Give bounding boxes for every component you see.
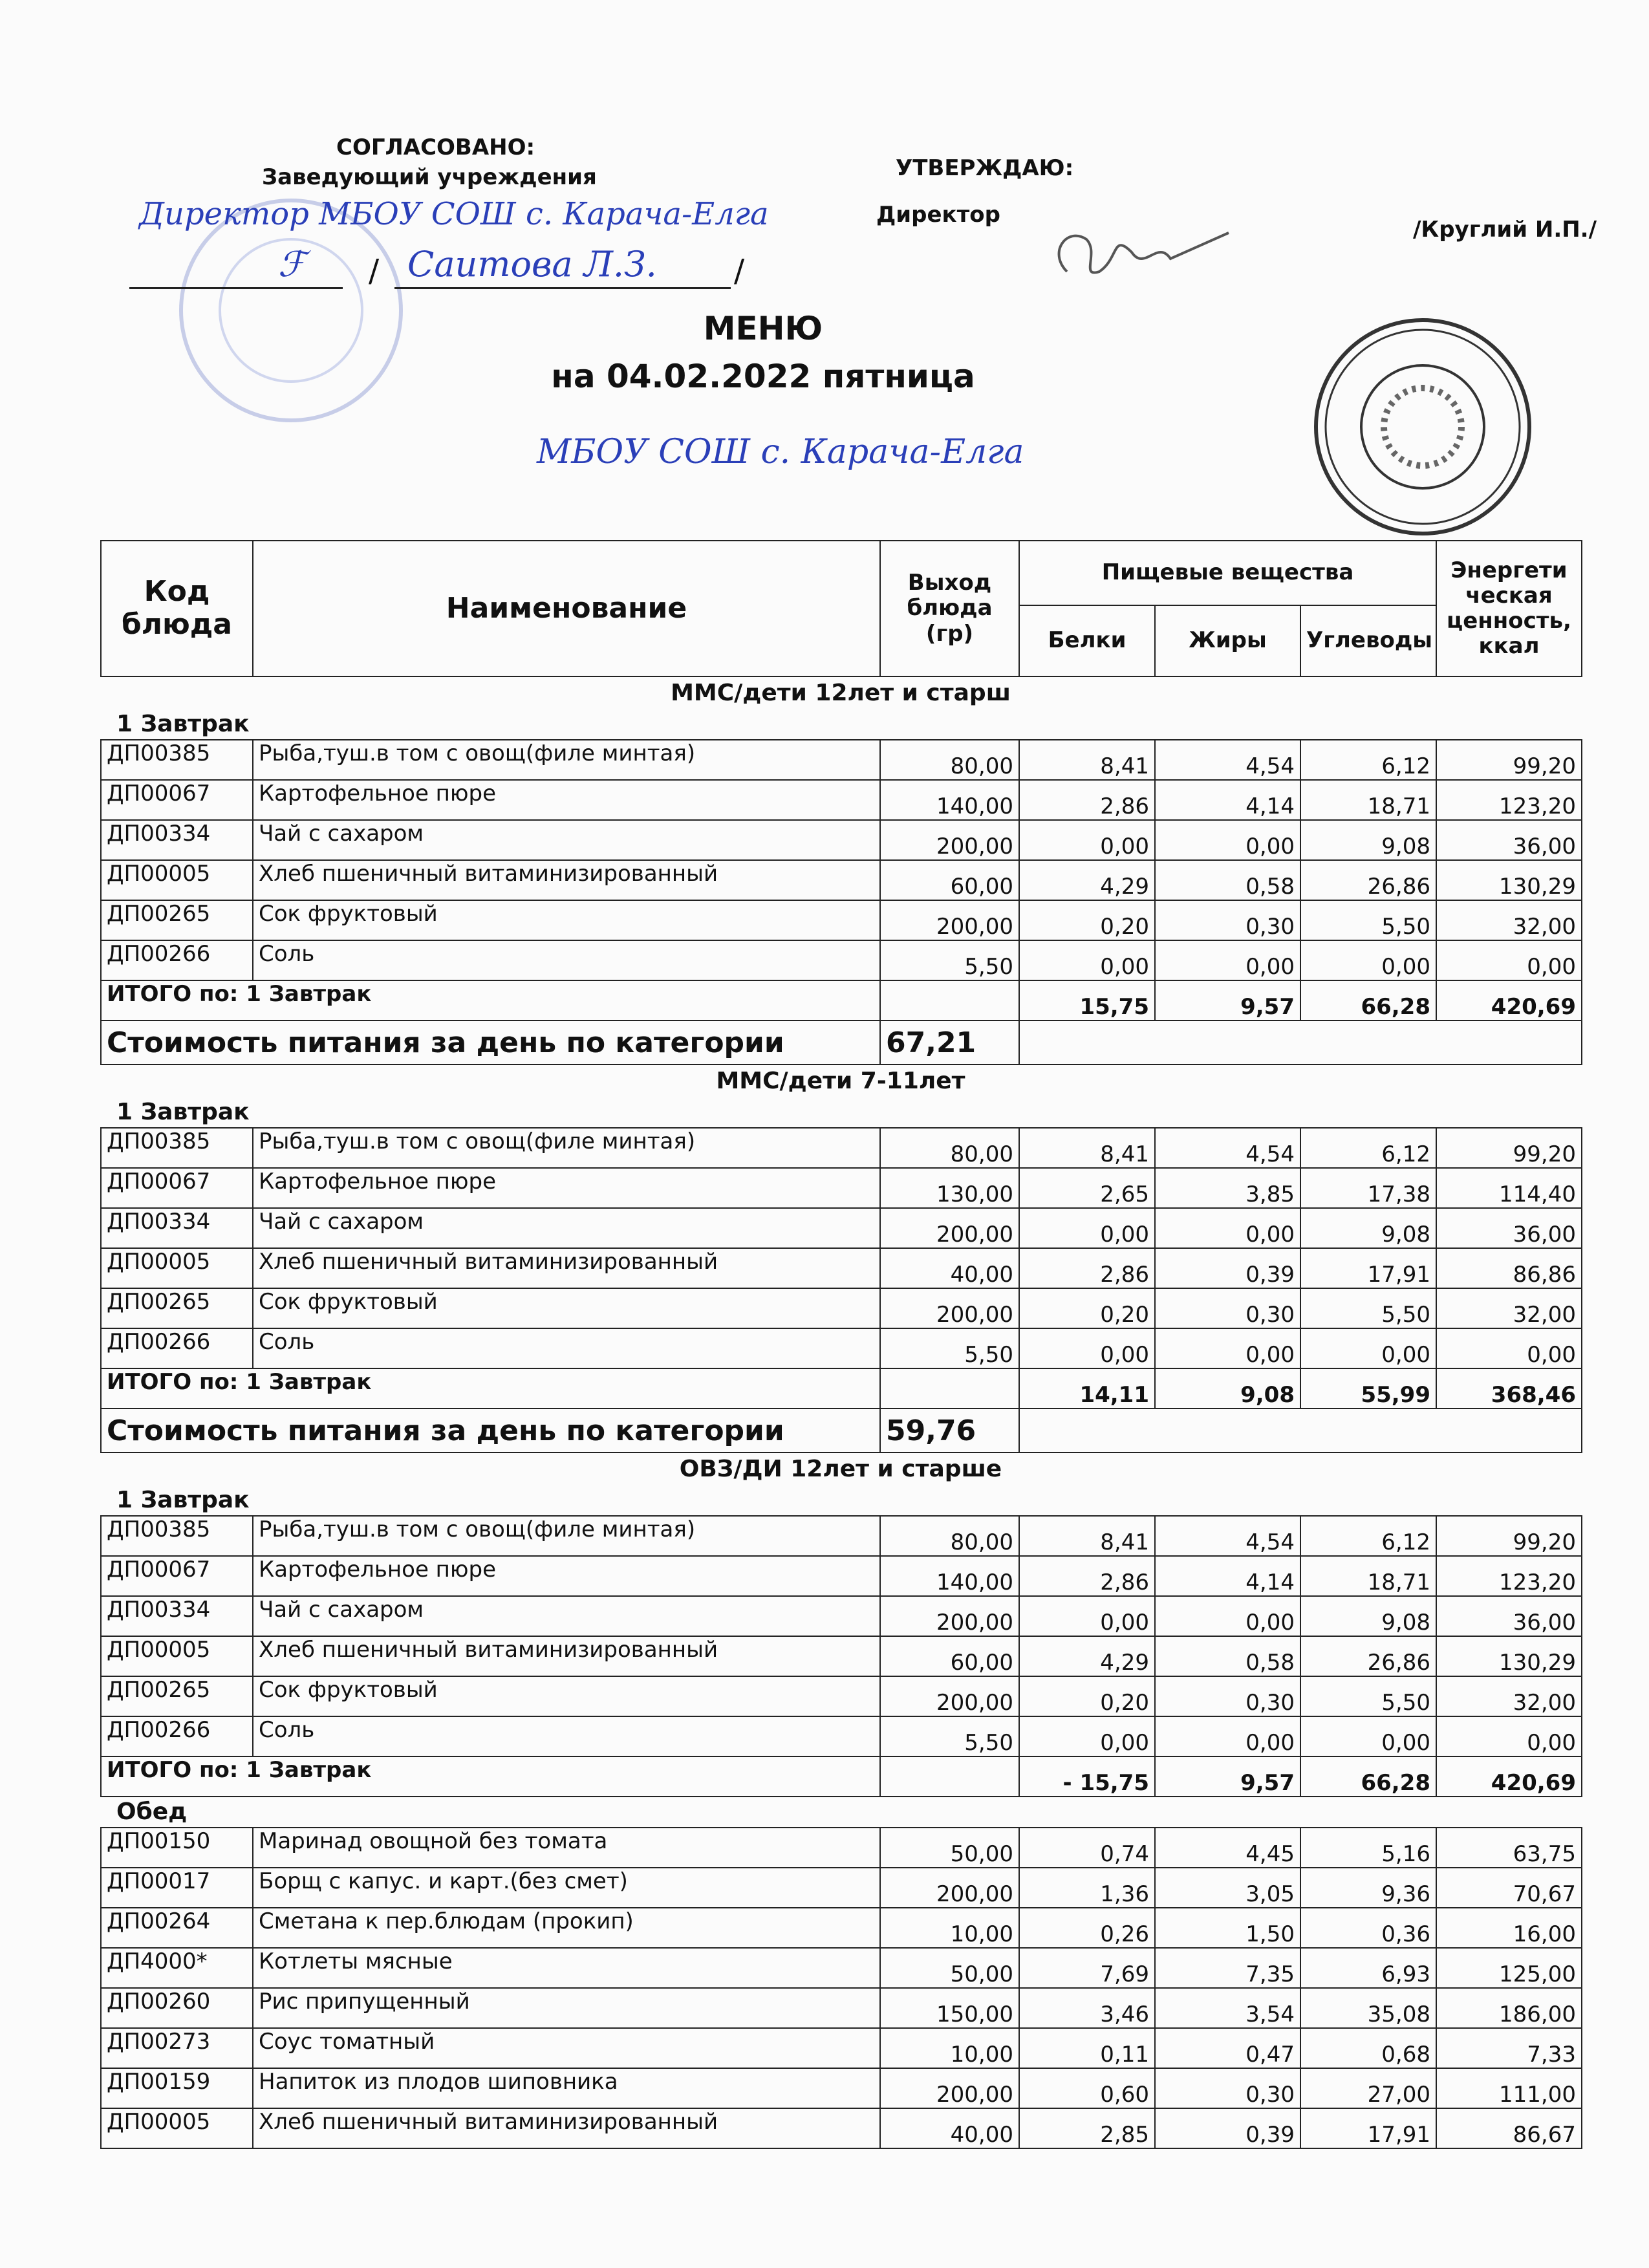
carbs-value: 27,00: [1300, 2068, 1436, 2108]
dish-code: ДП00005: [101, 1248, 253, 1288]
fat-value: 0,30: [1155, 1288, 1300, 1328]
col-fat: Жиры: [1155, 605, 1300, 676]
total-row: [101, 1756, 1582, 1797]
energy-value: 99,20: [1436, 1516, 1582, 1556]
protein-value: 0,00: [1019, 820, 1155, 860]
meal-table: [100, 1127, 1582, 1453]
energy-value: 114,40: [1436, 1168, 1582, 1208]
dish-yield: 140,00: [880, 780, 1019, 820]
dish-code: ДП00273: [101, 2028, 253, 2068]
col-code: Код блюда: [101, 541, 253, 676]
protein-value: 0,26: [1019, 1908, 1155, 1948]
protein-value: 8,41: [1019, 1516, 1155, 1556]
fat-value: 7,35: [1155, 1948, 1300, 1988]
dish-name: Рыба,туш.в том с овощ(филе минтая): [253, 1128, 880, 1168]
dish-code: ДП00005: [101, 860, 253, 900]
dish-yield: 80,00: [880, 1128, 1019, 1168]
carbs-value: 9,08: [1300, 1596, 1436, 1636]
dish-name: Котлеты мясные: [253, 1948, 880, 1988]
table-row: [101, 940, 1582, 980]
energy-value: 86,67: [1436, 2108, 1582, 2148]
protein-value: 0,74: [1019, 1828, 1155, 1868]
energy-value: 32,00: [1436, 1288, 1582, 1328]
fat-value: 0,00: [1155, 1208, 1300, 1248]
carbs-value: 0,00: [1300, 1328, 1436, 1368]
fat-value: 0,30: [1155, 2068, 1300, 2108]
approve-label: УТВЕРЖДАЮ:: [896, 155, 1074, 181]
table-row: [101, 1208, 1582, 1248]
dish-yield: 5,50: [880, 940, 1019, 980]
energy-value: 130,29: [1436, 1636, 1582, 1676]
slash: /: [369, 253, 380, 289]
table-row: [101, 900, 1582, 940]
dish-name: Рыба,туш.в том с овощ(филе минтая): [253, 740, 880, 780]
fat-value: 0,00: [1155, 940, 1300, 980]
dish-yield: 5,50: [880, 1328, 1019, 1368]
fat-value: 4,45: [1155, 1828, 1300, 1868]
dish-name: Рис припущенный: [253, 1988, 880, 2028]
cost-row: [101, 1021, 1582, 1064]
cost-value: 67,21: [880, 1021, 1019, 1064]
table-row: [101, 1516, 1582, 1556]
energy-value: 86,86: [1436, 1248, 1582, 1288]
energy-value: 36,00: [1436, 1208, 1582, 1248]
dish-name: Сок фруктовый: [253, 1676, 880, 1716]
protein-value: 0,00: [1019, 940, 1155, 980]
dish-name: Хлеб пшеничный витаминизированный: [253, 1636, 880, 1676]
energy-value: 36,00: [1436, 820, 1582, 860]
table-row: [101, 1596, 1582, 1636]
cost-value: 59,76: [880, 1409, 1019, 1453]
menu-table-area: [100, 540, 1581, 2149]
protein-value: 1,36: [1019, 1868, 1155, 1908]
total-yield: [880, 980, 1019, 1021]
name-line: [394, 287, 731, 289]
energy-value: 123,20: [1436, 780, 1582, 820]
dish-name: Картофельное пюре: [253, 1168, 880, 1208]
protein-value: 0,20: [1019, 1676, 1155, 1716]
total-protein: 14,11: [1019, 1368, 1155, 1409]
total-protein: - 15,75: [1019, 1756, 1155, 1797]
energy-value: 7,33: [1436, 2028, 1582, 2068]
dish-yield: 200,00: [880, 1868, 1019, 1908]
protein-value: 3,46: [1019, 1988, 1155, 2028]
carbs-value: 0,68: [1300, 2028, 1436, 2068]
dish-yield: 200,00: [880, 2068, 1019, 2108]
col-nutrients: Пищевые вещества: [1019, 541, 1436, 605]
dish-name: Хлеб пшеничный витаминизированный: [253, 860, 880, 900]
table-row: [101, 1248, 1582, 1288]
total-label: ИТОГО по: 1 Завтрак: [101, 1756, 880, 1797]
cost-label: Стоимость питания за день по категории: [101, 1409, 880, 1453]
dish-name: Напиток из плодов шиповника: [253, 2068, 880, 2108]
menu-section: [100, 1065, 1581, 1453]
signature-line: [129, 287, 343, 289]
director-signature: [1041, 213, 1248, 304]
dish-code: ДП00017: [101, 1868, 253, 1908]
agreed-label: СОГЛАСОВАНО:: [336, 135, 535, 160]
dish-code: ДП00334: [101, 1208, 253, 1248]
fat-value: 0,00: [1155, 1328, 1300, 1368]
table-row: [101, 1556, 1582, 1596]
carbs-value: 18,71: [1300, 1556, 1436, 1596]
approve-role: Директор: [876, 202, 1000, 228]
energy-value: 63,75: [1436, 1828, 1582, 1868]
protein-value: 0,00: [1019, 1208, 1155, 1248]
fat-value: 0,00: [1155, 1716, 1300, 1756]
energy-value: 99,20: [1436, 1128, 1582, 1168]
dish-code: ДП00067: [101, 1556, 253, 1596]
dish-name: Соль: [253, 1328, 880, 1368]
dish-yield: 80,00: [880, 1516, 1019, 1556]
dish-code: ДП00067: [101, 780, 253, 820]
carbs-value: 9,08: [1300, 1208, 1436, 1248]
protein-value: 2,86: [1019, 1248, 1155, 1288]
dish-name: Хлеб пшеничный витаминизированный: [253, 1248, 880, 1288]
dish-yield: 150,00: [880, 1988, 1019, 2028]
dish-yield: 40,00: [880, 1248, 1019, 1288]
meal-table: [100, 739, 1582, 1065]
protein-value: 0,60: [1019, 2068, 1155, 2108]
total-fat: 9,57: [1155, 1756, 1300, 1797]
table-row: [101, 2108, 1582, 2148]
protein-value: 7,69: [1019, 1948, 1155, 1988]
total-energy: 420,69: [1436, 1756, 1582, 1797]
protein-value: 0,11: [1019, 2028, 1155, 2068]
fat-value: 0,00: [1155, 820, 1300, 860]
table-row: [101, 1828, 1582, 1868]
protein-value: 2,85: [1019, 2108, 1155, 2148]
dish-code: ДП00265: [101, 900, 253, 940]
approve-name: /Круглий И.П./: [1413, 217, 1597, 243]
carbs-value: 6,12: [1300, 1516, 1436, 1556]
fat-value: 1,50: [1155, 1908, 1300, 1948]
table-row: [101, 1988, 1582, 2028]
protein-value: 0,00: [1019, 1328, 1155, 1368]
dish-code: ДП00150: [101, 1828, 253, 1868]
energy-value: 32,00: [1436, 1676, 1582, 1716]
section-title: ММС/дети 12лет и старш: [671, 680, 1011, 706]
table-row: [101, 1288, 1582, 1328]
dish-yield: 200,00: [880, 1208, 1019, 1248]
protein-value: 2,86: [1019, 780, 1155, 820]
carbs-value: 5,50: [1300, 900, 1436, 940]
dish-code: ДП00159: [101, 2068, 253, 2108]
carbs-value: 35,08: [1300, 1988, 1436, 2028]
dish-code: ДП00385: [101, 1128, 253, 1168]
dish-name: Сок фруктовый: [253, 1288, 880, 1328]
column-header-table: [100, 540, 1582, 677]
dish-name: Хлеб пшеничный витаминизированный: [253, 2108, 880, 2148]
total-fat: 9,08: [1155, 1368, 1300, 1409]
fat-value: 3,05: [1155, 1868, 1300, 1908]
dish-yield: 50,00: [880, 1828, 1019, 1868]
dish-yield: 80,00: [880, 740, 1019, 780]
total-carbs: 66,28: [1300, 980, 1436, 1021]
carbs-value: 0,36: [1300, 1908, 1436, 1948]
dish-name: Чай с сахаром: [253, 1208, 880, 1248]
dish-name: Картофельное пюре: [253, 780, 880, 820]
section-title: ММС/дети 7-11лет: [716, 1068, 965, 1094]
table-row: [101, 1868, 1582, 1908]
dish-code: ДП00067: [101, 1168, 253, 1208]
page-subtitle: на 04.02.2022 пятница: [551, 358, 975, 395]
dish-code: ДП00264: [101, 1908, 253, 1948]
total-carbs: 66,28: [1300, 1756, 1436, 1797]
dish-name: Соль: [253, 1716, 880, 1756]
dish-name: Чай с сахаром: [253, 1596, 880, 1636]
carbs-value: 9,08: [1300, 820, 1436, 860]
menu-section: [100, 677, 1581, 1065]
dish-code: ДП00260: [101, 1988, 253, 2028]
meal-title: 1 Завтрак: [116, 711, 250, 737]
carbs-value: 17,91: [1300, 1248, 1436, 1288]
col-name: Наименование: [253, 541, 880, 676]
agreed-role: Заведующий учреждения: [262, 164, 597, 190]
table-row: [101, 740, 1582, 780]
cost-empty: [1019, 1409, 1582, 1453]
energy-value: 32,00: [1436, 900, 1582, 940]
fat-value: 3,54: [1155, 1988, 1300, 2028]
dish-yield: 200,00: [880, 1596, 1019, 1636]
energy-value: 186,00: [1436, 1988, 1582, 2028]
energy-value: 130,29: [1436, 860, 1582, 900]
handwritten-agreed-name: Саитова Л.З.: [407, 244, 657, 285]
fat-value: 4,54: [1155, 1516, 1300, 1556]
dish-name: Маринад овощной без томата: [253, 1828, 880, 1868]
col-carbs: Углеводы: [1300, 605, 1436, 676]
dish-code: ДП00005: [101, 1636, 253, 1676]
total-label: ИТОГО по: 1 Завтрак: [101, 1368, 880, 1409]
protein-value: 0,00: [1019, 1596, 1155, 1636]
carbs-value: 6,93: [1300, 1948, 1436, 1988]
meal-title: 1 Завтрак: [116, 1099, 250, 1125]
dish-yield: 60,00: [880, 860, 1019, 900]
dish-code: ДП00266: [101, 1716, 253, 1756]
fat-value: 4,54: [1155, 1128, 1300, 1168]
fat-value: 0,47: [1155, 2028, 1300, 2068]
dish-name: Соль: [253, 940, 880, 980]
carbs-value: 18,71: [1300, 780, 1436, 820]
table-row: [101, 1716, 1582, 1756]
dish-name: Картофельное пюре: [253, 1556, 880, 1596]
dish-name: Рыба,туш.в том с овощ(филе минтая): [253, 1516, 880, 1556]
dish-code: ДП00266: [101, 1328, 253, 1368]
table-row: [101, 1636, 1582, 1676]
table-row: [101, 1676, 1582, 1716]
dish-yield: 10,00: [880, 2028, 1019, 2068]
protein-value: 0,00: [1019, 1716, 1155, 1756]
dish-yield: 200,00: [880, 1676, 1019, 1716]
energy-value: 16,00: [1436, 1908, 1582, 1948]
carbs-value: 26,86: [1300, 1636, 1436, 1676]
fat-value: 0,00: [1155, 1596, 1300, 1636]
table-row: [101, 2068, 1582, 2108]
fat-value: 3,85: [1155, 1168, 1300, 1208]
protein-value: 0,20: [1019, 1288, 1155, 1328]
table-row: [101, 1948, 1582, 1988]
dish-yield: 50,00: [880, 1948, 1019, 1988]
dish-yield: 200,00: [880, 1288, 1019, 1328]
cost-row: [101, 1409, 1582, 1453]
dish-yield: 5,50: [880, 1716, 1019, 1756]
dish-name: Соус томатный: [253, 2028, 880, 2068]
energy-value: 70,67: [1436, 1868, 1582, 1908]
carbs-value: 6,12: [1300, 1128, 1436, 1168]
dish-name: Сметана к пер.блюдам (прокип): [253, 1908, 880, 1948]
carbs-value: 5,16: [1300, 1828, 1436, 1868]
dish-code: ДП00265: [101, 1676, 253, 1716]
dish-yield: 200,00: [880, 820, 1019, 860]
energy-value: 36,00: [1436, 1596, 1582, 1636]
dish-code: ДП00385: [101, 1516, 253, 1556]
total-yield: [880, 1368, 1019, 1409]
protein-value: 2,65: [1019, 1168, 1155, 1208]
dish-yield: 60,00: [880, 1636, 1019, 1676]
dish-code: ДП4000*: [101, 1948, 253, 1988]
fat-value: 0,39: [1155, 2108, 1300, 2148]
table-row: [101, 1168, 1582, 1208]
dish-yield: 10,00: [880, 1908, 1019, 1948]
energy-value: 0,00: [1436, 1328, 1582, 1368]
total-energy: 368,46: [1436, 1368, 1582, 1409]
dish-name: Сок фруктовый: [253, 900, 880, 940]
energy-value: 125,00: [1436, 1948, 1582, 1988]
handwritten-school: МБОУ СОШ с. Карача-Елга: [537, 433, 1024, 471]
table-row: [101, 780, 1582, 820]
total-energy: 420,69: [1436, 980, 1582, 1021]
carbs-value: 5,50: [1300, 1288, 1436, 1328]
dish-name: Борщ с капус. и карт.(без смет): [253, 1868, 880, 1908]
meal-table: [100, 1827, 1582, 2149]
meal-title: Обед: [116, 1798, 188, 1825]
dish-code: ДП00334: [101, 1596, 253, 1636]
meal-table: [100, 1515, 1582, 1797]
dish-code: ДП00334: [101, 820, 253, 860]
fat-value: 0,39: [1155, 1248, 1300, 1288]
table-row: [101, 860, 1582, 900]
table-row: [101, 820, 1582, 860]
table-row: [101, 1128, 1582, 1168]
fat-value: 0,58: [1155, 860, 1300, 900]
total-row: [101, 980, 1582, 1021]
fat-value: 0,30: [1155, 900, 1300, 940]
dish-yield: 140,00: [880, 1556, 1019, 1596]
fat-value: 0,58: [1155, 1636, 1300, 1676]
protein-value: 4,29: [1019, 1636, 1155, 1676]
fat-value: 4,54: [1155, 740, 1300, 780]
slash: /: [734, 253, 745, 289]
fat-value: 0,30: [1155, 1676, 1300, 1716]
dish-code: ДП00385: [101, 740, 253, 780]
total-fat: 9,57: [1155, 980, 1300, 1021]
dish-code: ДП00266: [101, 940, 253, 980]
carbs-value: 6,12: [1300, 740, 1436, 780]
signature-mark: ℱ: [278, 244, 306, 285]
protein-value: 0,20: [1019, 900, 1155, 940]
total-protein: 15,75: [1019, 980, 1155, 1021]
cost-label: Стоимость питания за день по категории: [101, 1021, 880, 1064]
carbs-value: 17,91: [1300, 2108, 1436, 2148]
dish-code: ДП00265: [101, 1288, 253, 1328]
table-row: [101, 1908, 1582, 1948]
dish-yield: 200,00: [880, 900, 1019, 940]
dish-code: ДП00005: [101, 2108, 253, 2148]
section-title: ОВЗ/ДИ 12лет и старше: [679, 1456, 1002, 1482]
carbs-value: 5,50: [1300, 1676, 1436, 1716]
total-row: [101, 1368, 1582, 1409]
carbs-value: 9,36: [1300, 1868, 1436, 1908]
energy-value: 99,20: [1436, 740, 1582, 780]
total-carbs: 55,99: [1300, 1368, 1436, 1409]
col-protein: Белки: [1019, 605, 1155, 676]
page-title: МЕНЮ: [703, 310, 823, 347]
protein-value: 8,41: [1019, 740, 1155, 780]
fat-value: 4,14: [1155, 1556, 1300, 1596]
energy-value: 0,00: [1436, 1716, 1582, 1756]
dish-yield: 40,00: [880, 2108, 1019, 2148]
fat-value: 4,14: [1155, 780, 1300, 820]
carbs-value: 0,00: [1300, 1716, 1436, 1756]
total-yield: [880, 1756, 1019, 1797]
energy-value: 123,20: [1436, 1556, 1582, 1596]
carbs-value: 26,86: [1300, 860, 1436, 900]
meal-title: 1 Завтрак: [116, 1487, 250, 1513]
table-row: [101, 1328, 1582, 1368]
dish-name: Чай с сахаром: [253, 820, 880, 860]
total-label: ИТОГО по: 1 Завтрак: [101, 980, 880, 1021]
handwritten-director-school: Директор МБОУ СОШ с. Карача-Елга: [139, 196, 769, 232]
dish-yield: 130,00: [880, 1168, 1019, 1208]
energy-value: 0,00: [1436, 940, 1582, 980]
col-yield: Выход блюда (гр): [880, 541, 1019, 676]
protein-value: 8,41: [1019, 1128, 1155, 1168]
col-energy: Энергети ческая ценность, ккал: [1436, 541, 1582, 676]
carbs-value: 17,38: [1300, 1168, 1436, 1208]
menu-section: [100, 1453, 1581, 2149]
carbs-value: 0,00: [1300, 940, 1436, 980]
table-row: [101, 2028, 1582, 2068]
protein-value: 4,29: [1019, 860, 1155, 900]
cost-empty: [1019, 1021, 1582, 1064]
protein-value: 2,86: [1019, 1556, 1155, 1596]
energy-value: 111,00: [1436, 2068, 1582, 2108]
